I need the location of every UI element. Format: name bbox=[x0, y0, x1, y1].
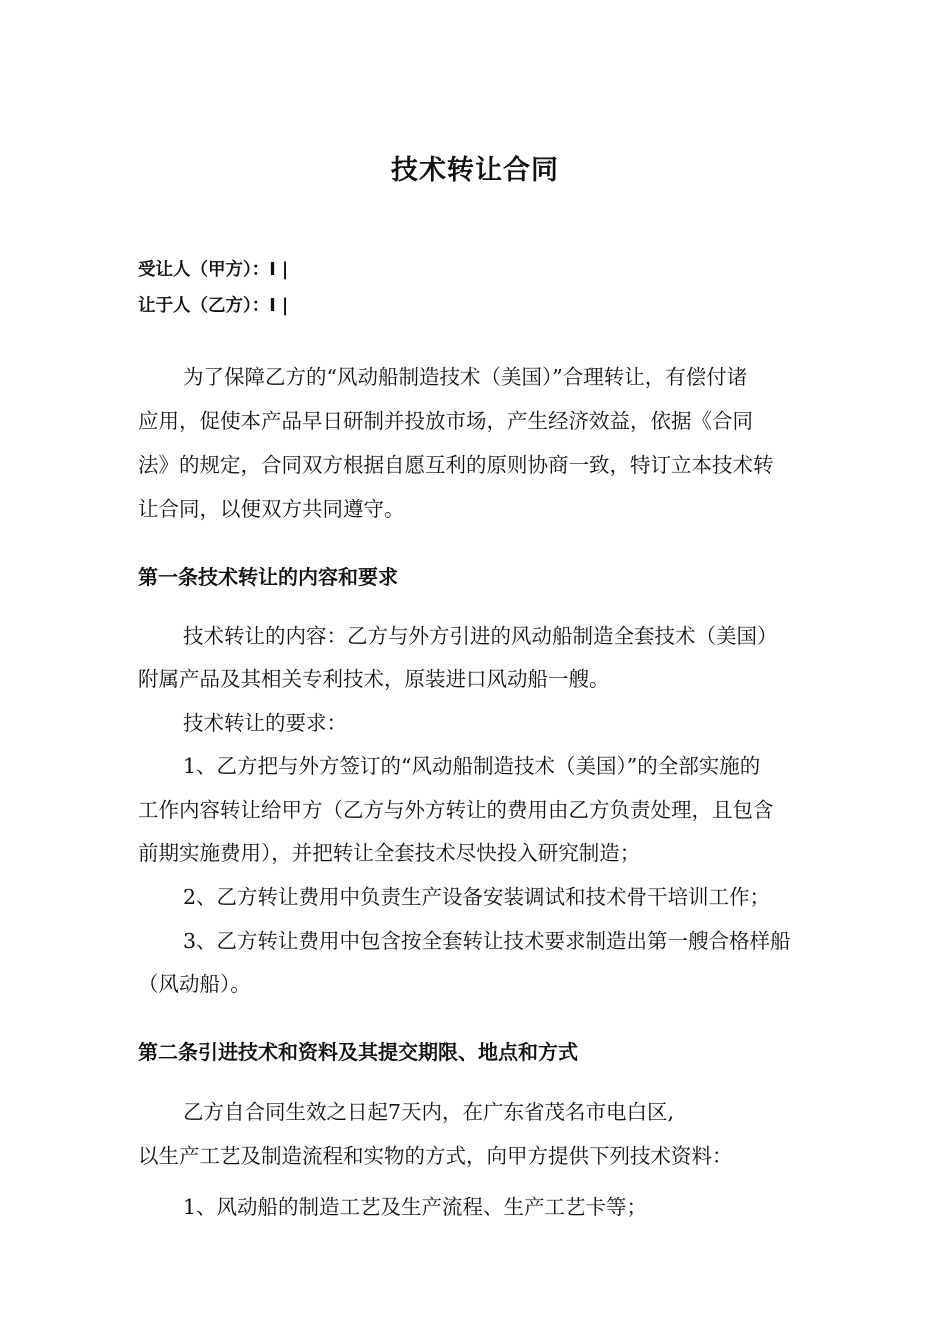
article1-item3-line: 3、乙方转让费用中包含按全套转让技术要求制造出第一艘合格样船 bbox=[183, 929, 791, 953]
article2-item1: 1、风动船的制造工艺及生产流程、生产工艺卡等； bbox=[183, 1195, 648, 1219]
article1-item1-line: 前期实施费用），并把转让全套技术尽快投入研究制造； bbox=[138, 841, 641, 865]
article1-heading: 第一条技术转让的内容和要求 bbox=[138, 565, 398, 589]
preamble-line: 法》的规定，合同双方根据自愿互利的原则协商一致，特订立本技术转 bbox=[138, 453, 774, 477]
article1-item2: 2、乙方转让费用中负责生产设备安装调试和技术骨干培训工作； bbox=[183, 885, 771, 909]
article1-item1-line: 1、乙方把与外方签订的“风动船制造技术（美国）”的全部实施的 bbox=[183, 754, 761, 778]
preamble-line: 为了保障乙方的“风动船制造技术（美国）”合理转让，有偿付诸 bbox=[183, 365, 748, 389]
article1-content-line: 附属产品及其相关专利技术，原装进口风动船一艘。 bbox=[138, 667, 610, 691]
party-assignor: 让于人（乙方）：I | bbox=[138, 296, 289, 316]
article1-item1-line: 工作内容转让给甲方（乙方与外方转让的费用由乙方负责处理，且包含 bbox=[138, 798, 774, 822]
party-assignee: 受让人（甲方）：I | bbox=[138, 260, 289, 280]
article2-content-line: 乙方自合同生效之日起7天内，在广东省茂名市电白区, bbox=[183, 1100, 675, 1124]
preamble-line: 让合同，以便双方共同遵守。 bbox=[138, 497, 405, 521]
article2-content-line: 以生产工艺及制造流程和实物的方式，向甲方提供下列技术资料： bbox=[138, 1144, 733, 1168]
article1-requirements-label: 技术转让的要求： bbox=[183, 711, 347, 735]
document-title: 技术转让合同 bbox=[391, 155, 559, 186]
article1-item3-line: （风动船）。 bbox=[138, 972, 251, 996]
article2-heading: 第二条引进技术和资料及其提交期限、地点和方式 bbox=[138, 1040, 578, 1064]
article1-content-line: 技术转让的内容：乙方与外方引进的风动船制造全套技术（美国） bbox=[183, 624, 778, 648]
preamble-line: 应用，促使本产品早日研制并投放市场，产生经济效益，依据《合同 bbox=[138, 409, 753, 433]
